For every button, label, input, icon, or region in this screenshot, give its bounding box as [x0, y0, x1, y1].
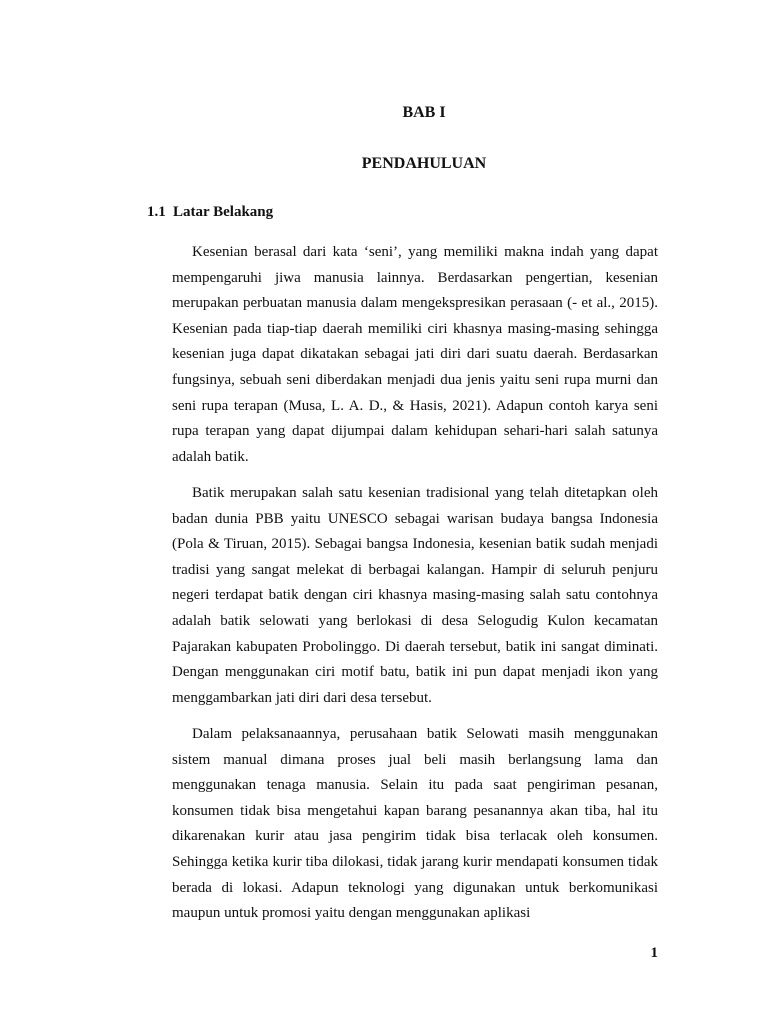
body-paragraph-1: Kesenian berasal dari kata ‘seni’, yang memiliki makna indah yang dapat mempengaruhi jiwa manusia lainnya. Berdasarkan pengertian, kesenian merupakan perbuatan manusia dalam mengekspresikan perasaan (- et al., 2015). Kesenian pada tiap-tiap daerah memiliki ciri khasnya masing-masing sehingga kesenian juga dapat dikatakan sebagai jati diri dari suatu daerah. Berdasarkan fungsinya, sebuah seni diberdakan menjadi dua jenis yaitu seni rupa murni dan seni rupa terapan (Musa, L. A. D., & Hasis, 2021). Adapun contoh karya seni rupa terapan yang dapat dijumpai dalam kehidupan sehari-hari salah satunya adalah batik. [172, 244, 658, 465]
section-heading [147, 204, 273, 221]
body-paragraph-3: Dalam pelaksanaannya, perusahaan batik Selowati masih menggunakan sistem manual dimana proses jual beli masih berlangsung lama dan menggunakan tenaga manusia. Selain itu pada saat pengiriman pesanan, konsumen tidak bisa mengetahui kapan barang pesanannya akan tiba, hal itu dikarenakan kurir atau jasa pengirim tidak bisa terlacak oleh konsumen. Sehingga ketika kurir tiba dilokasi, tidak jarang kurir mendapati konsumen tidak berada di lokasi. Adapun teknologi yang digunakan untuk berkomunikasi maupun untuk promosi yaitu dengan menggunakan aplikasi [172, 726, 658, 922]
section-number: 1.1 [147, 204, 166, 220]
section-title: Latar Belakang [173, 204, 274, 220]
body-paragraph-2: Batik merupakan salah satu kesenian tradisional yang telah ditetapkan oleh badan dunia PBB yaitu UNESCO sebagai warisan budaya bangsa Indonesia (Pola & Tiruan, 2015). Sebagai bangsa Indonesia, kesenian batik sudah menjadi tradisi yang sangat melekat di berbagai kalangan. Hampir di seluruh penjuru negeri terdapat batik dengan ciri khasnya masing-masing salah satu contohnya adalah batik selowati yang berlokasi di desa Selogudig Kulon kecamatan Pajarakan kabupaten Probolinggo. Di daerah tersebut, batik ini sangat diminati. Dengan menggunakan ciri motif batu, batik ini pun dapat menjadi ikon yang menggambarkan jati diri dari desa tersebut. [172, 485, 658, 706]
page-number: 1 [650, 945, 658, 961]
chapter-title: PENDAHULUAN [361, 155, 487, 172]
chapter-number: BAB I [402, 104, 446, 121]
